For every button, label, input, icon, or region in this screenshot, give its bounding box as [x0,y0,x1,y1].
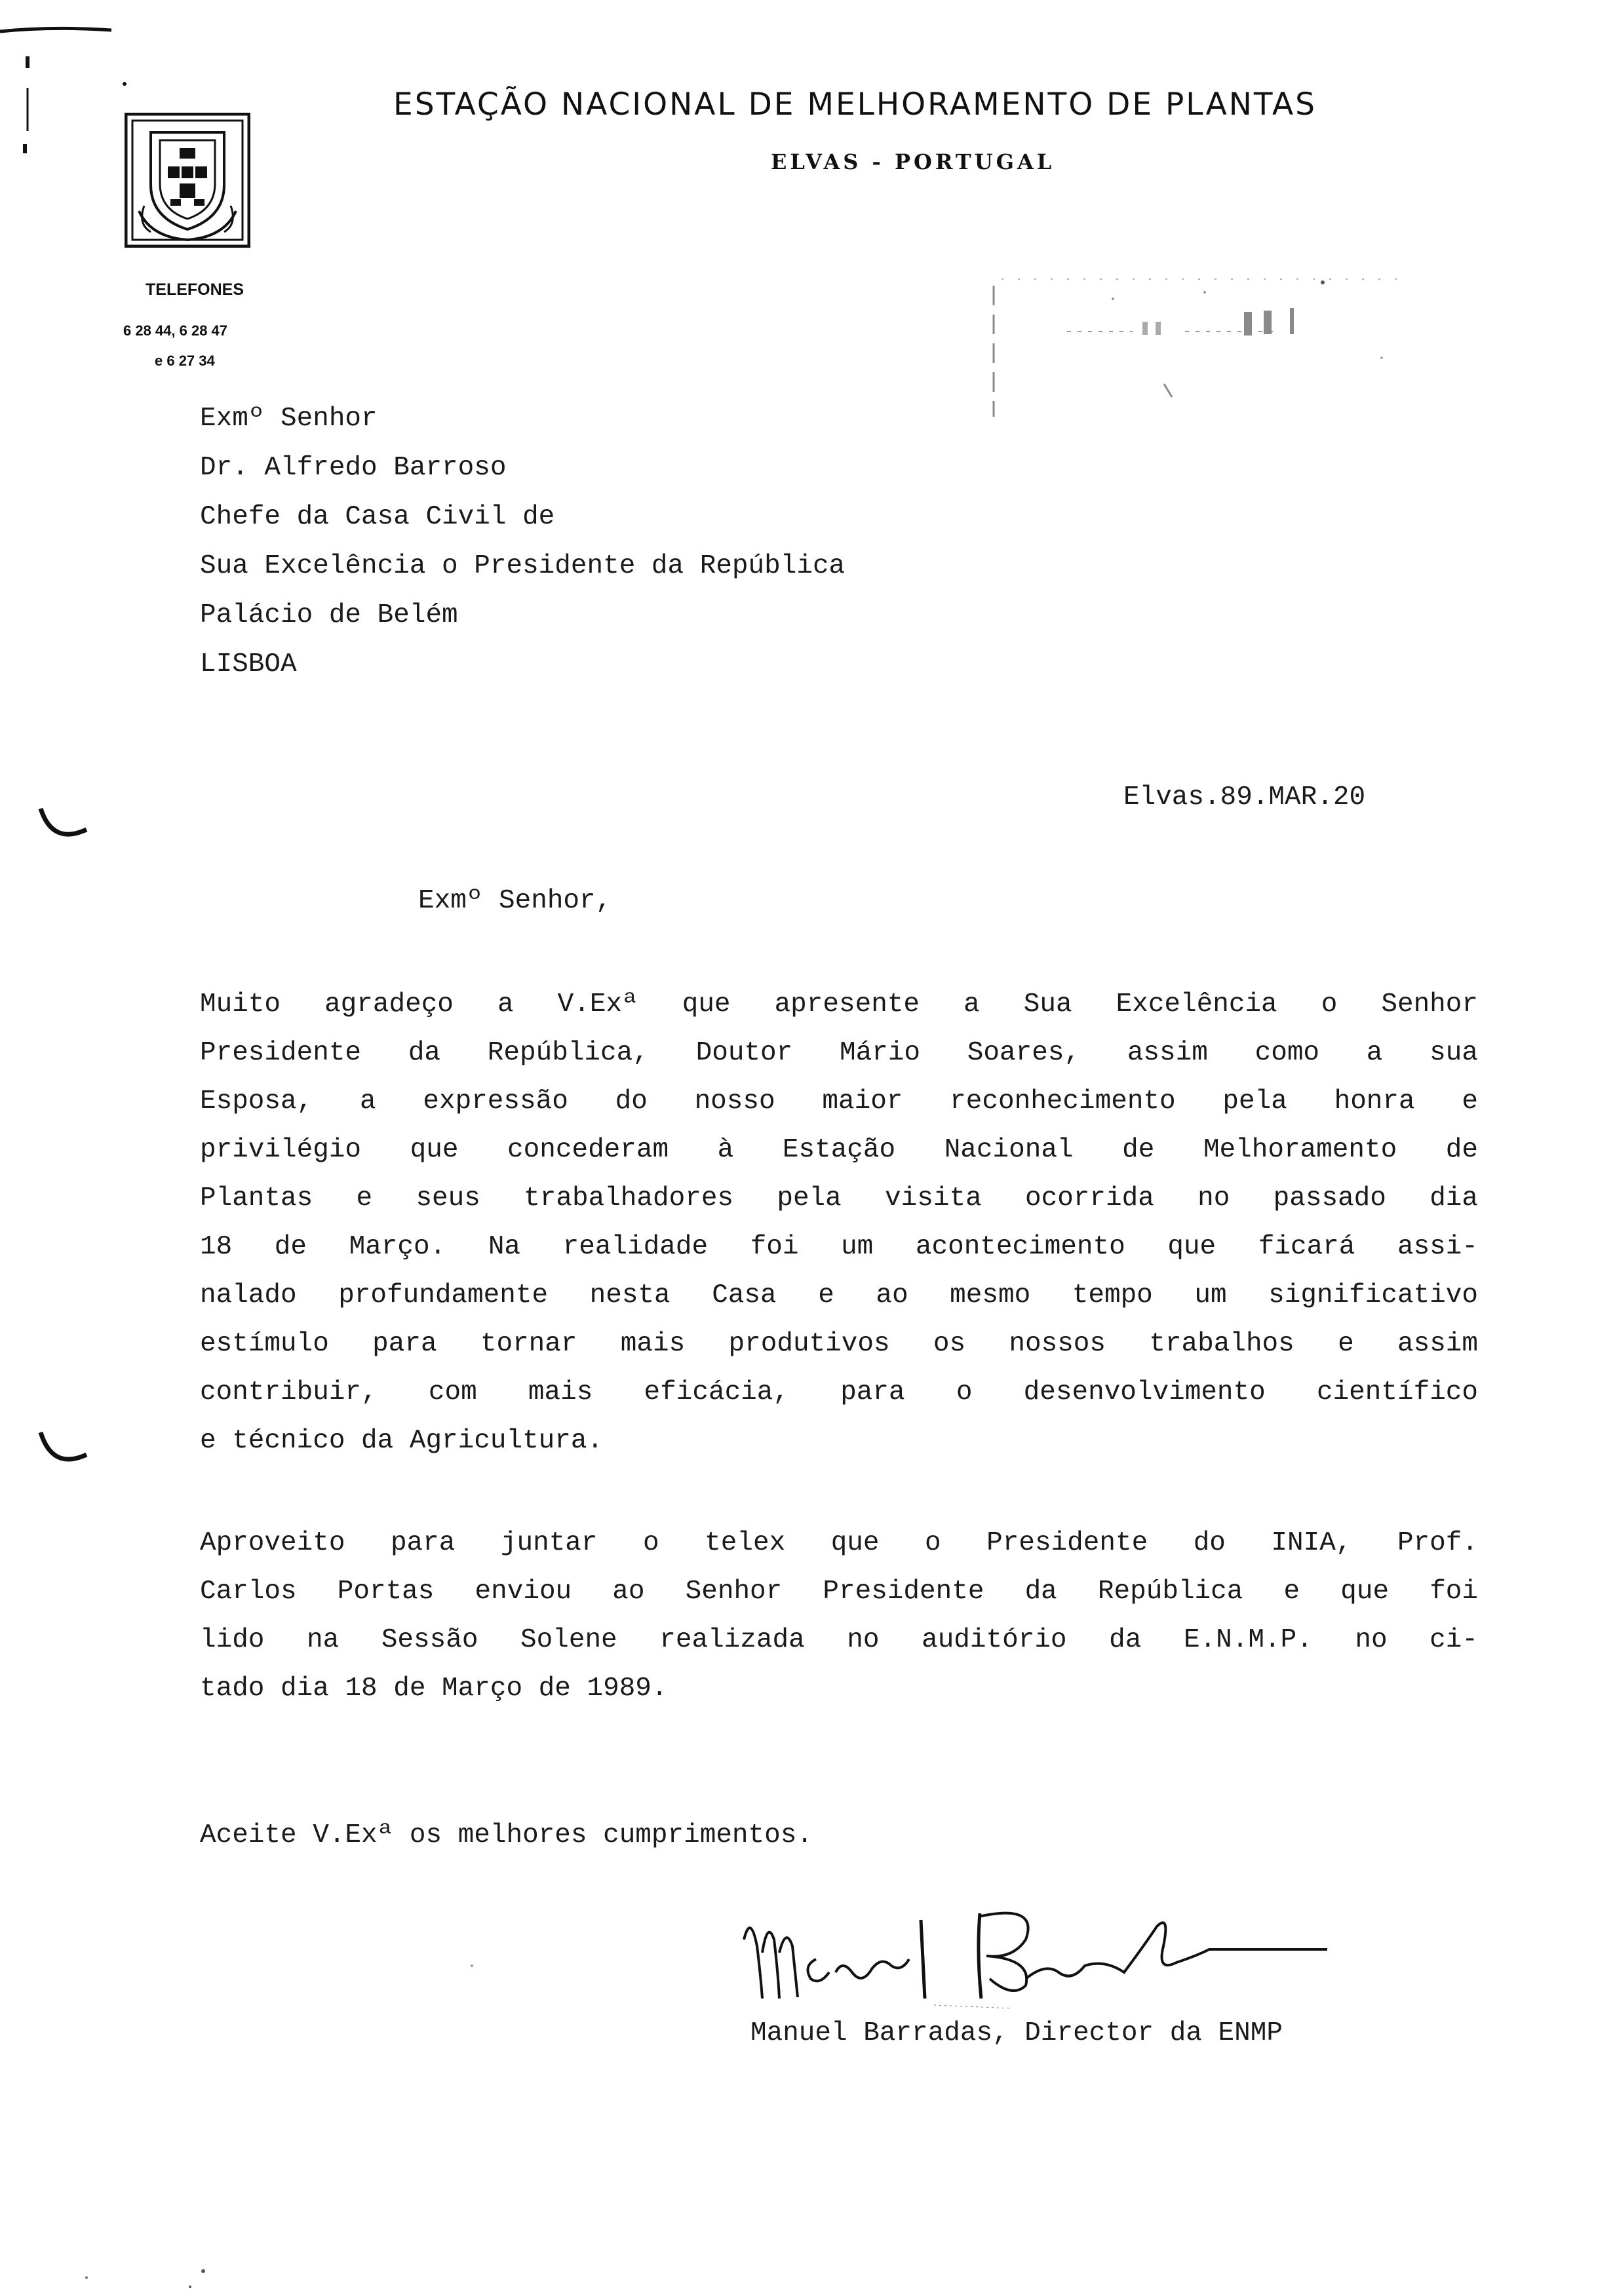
handwritten-signature [737,1900,1340,2012]
recipient-line: Dr. Alfredo Barroso [200,453,507,483]
closing-line: Aceite V.Exª os melhores cumprimentos. [200,1820,813,1850]
telephones-label: TELEFONES [146,280,244,299]
letter-date: Elvas.89.MAR.20 [1123,782,1366,813]
signer-name: Manuel Barradas, Director da ENMP [750,2018,1283,2048]
body-line: Presidente da República, Doutor Mário Soares, assim como a sua [200,1038,1478,1068]
body-line: nalado profundamente nesta Casa e ao mesmo tempo um significativo [200,1280,1478,1311]
body-line: Carlos Portas enviou ao Senhor Presidente da República e que foi [200,1577,1478,1607]
body-line: Muito agradeço a V.Exª que apresente a Sua Excelência o Senhor [200,989,1478,1020]
body-line: Aproveito para juntar o telex que o Presidente do INIA, Prof. [200,1528,1478,1558]
body-paragraph-2 [200,1519,1478,1713]
recipient-line: Chefe da Casa Civil de [200,502,555,532]
body-line: Plantas e seus trabalhadores pela visita ocorrida no passado dia [200,1183,1478,1214]
recipient-line: Sua Excelência o Presidente da República [200,551,846,581]
body-line: 18 de Março. Na realidade foi um acontecimento que ficará assi- [200,1232,1478,1262]
body-line: e técnico da Agricultura. [200,1426,604,1456]
body-line: Esposa, a expressão do nosso maior reconhecimento pela honra e [200,1086,1478,1117]
telephone-line-1: 6 28 44, 6 28 47 [123,322,228,339]
coat-of-arms-emblem [125,113,250,248]
reception-stamp [988,259,1414,423]
organization-location: ELVAS - PORTUGAL [771,149,1055,174]
body-line: estímulo para tornar mais produtivos os nossos trabalhos e assim [200,1329,1478,1359]
recipient-line: LISBOA [200,649,297,679]
body-line: tado dia 18 de Março de 1989. [200,1674,668,1704]
body-line: contribuir, com mais eficácia, para o desenvolvimento científico [200,1377,1478,1407]
recipient-address [200,394,845,689]
body-line: lido na Sessão Solene realizada no auditório da E.N.M.P. no ci- [200,1625,1478,1655]
recipient-line: Exmº Senhor [200,404,378,434]
salutation: Exmº Senhor, [418,886,612,916]
organization-name: ESTAÇÃO NACIONAL DE MELHORAMENTO DE PLANTAS [393,86,1317,123]
body-paragraph-1 [200,980,1478,1465]
body-line: privilégio que concederam à Estação Nacional de Melhoramento de [200,1135,1478,1165]
telephone-line-2: e 6 27 34 [155,353,215,369]
recipient-line: Palácio de Belém [200,600,458,630]
